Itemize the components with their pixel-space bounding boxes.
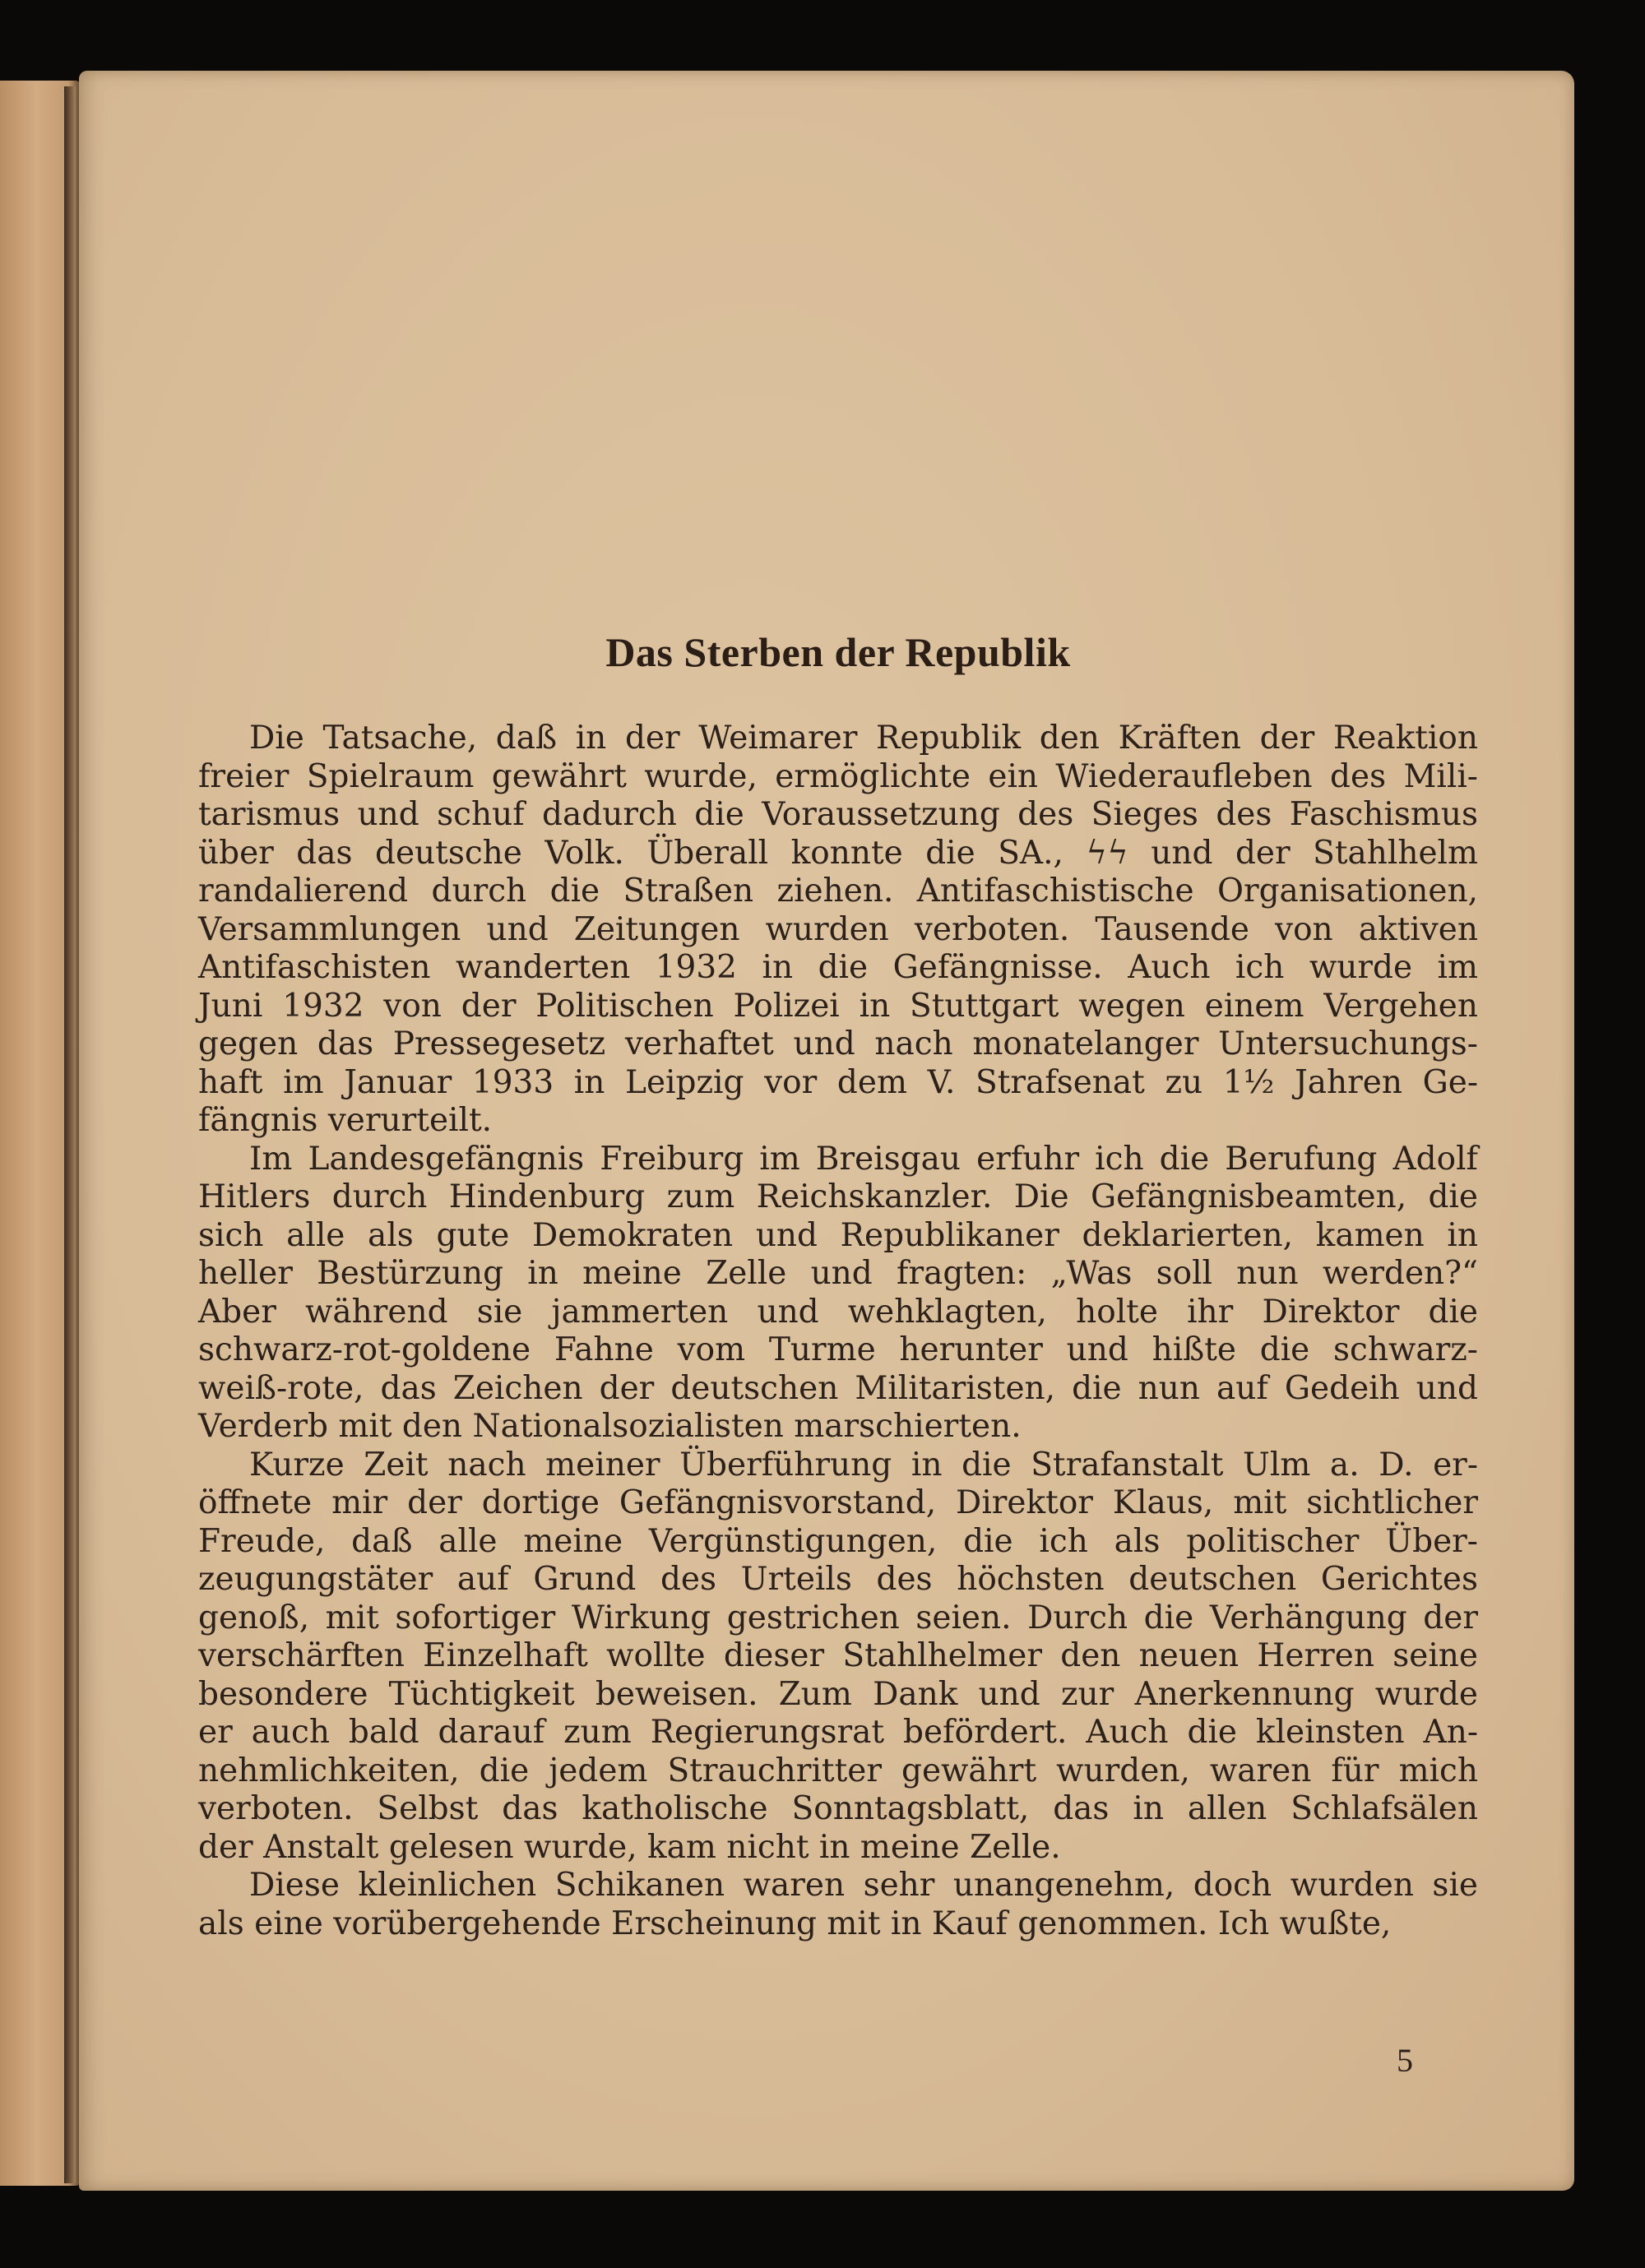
text-line: weiß-rote, das Zeichen der deutschen Militaristen, die nun auf Gedeih und bbox=[198, 1369, 1478, 1407]
text-line: fängnis verurteilt. bbox=[198, 1102, 493, 1139]
text-line: Die Tatsache, daß in der Weimarer Republik den Kräften der Reaktion bbox=[249, 720, 1478, 757]
text-line: Kurze Zeit nach meiner Überführung in die Strafanstalt Ulm a. D. er- bbox=[249, 1446, 1478, 1483]
book-gutter bbox=[64, 86, 76, 2183]
text-line: öffnete mir der dortige Gefängnisvorstand, Direktor Klaus, mit sichtlicher bbox=[198, 1484, 1478, 1521]
text-line: nehmlichkeiten, die jedem Strauchritter gewährt wurden, waren für mich bbox=[198, 1752, 1478, 1789]
text-line: Freude, daß alle meine Vergünstigungen, die ich als politischer Über- bbox=[198, 1522, 1478, 1560]
text-line: haft im Januar 1933 in Leipzig vor dem V. Strafsenat zu 1½ Jahren Ge- bbox=[198, 1063, 1478, 1101]
paragraph bbox=[198, 1141, 1478, 1446]
page-number: 5 bbox=[1397, 2042, 1413, 2079]
book-page bbox=[79, 71, 1574, 2191]
text-line: verboten. Selbst das katholische Sonntagsblatt, das in allen Schlafsälen bbox=[198, 1790, 1478, 1827]
text-line: Diese kleinlichen Schikanen waren sehr unangenehm, doch wurden sie bbox=[249, 1867, 1478, 1904]
text-line: der Anstalt gelesen wurde, kam nicht in meine Zelle. bbox=[198, 1828, 1061, 1866]
text-line: tarismus und schuf dadurch die Voraussetzung des Sieges des Faschismus bbox=[198, 796, 1478, 833]
text-line: Antifaschisten wanderten 1932 in die Gefängnisse. Auch ich wurde im bbox=[198, 949, 1478, 986]
chapter-title: Das Sterben der Republik bbox=[605, 629, 1071, 675]
text-line: Hitlers durch Hindenburg zum Reichskanzler. Die Gefängnisbeamten, die bbox=[198, 1178, 1478, 1215]
text-line: Juni 1932 von der Politischen Polizei in Stuttgart wegen einem Vergehen bbox=[198, 987, 1478, 1025]
text-line: heller Bestürzung in meine Zelle und fragten: „Was soll nun werden?“ bbox=[198, 1255, 1478, 1292]
text-line: Verderb mit den Nationalsozialisten marschierten. bbox=[198, 1408, 1022, 1445]
text-line: Im Landesgefängnis Freiburg im Breisgau erfuhr ich die Berufung Adolf bbox=[249, 1140, 1478, 1178]
text-line: er auch bald darauf zum Regierungsrat befördert. Auch die kleinsten An- bbox=[198, 1714, 1478, 1751]
text-line: über das deutsche Volk. Überall konnte die SA., ϟϟ und der Stahlhelm bbox=[198, 834, 1478, 872]
text-line: Versammlungen und Zeitungen wurden verboten. Tausende von aktiven bbox=[198, 910, 1478, 948]
text-line: schwarz-rot-goldene Fahne vom Turme herunter und hißte die schwarz- bbox=[198, 1331, 1478, 1368]
text-line: zeugungstäter auf Grund des Urteils des höchsten deutschen Gerichtes bbox=[198, 1561, 1478, 1598]
text-line: gegen das Pressegesetz verhaftet und nach monatelanger Untersuchungs- bbox=[198, 1025, 1478, 1062]
text-line: verschärften Einzelhaft wollte dieser Stahlhelmer den neuen Herren seine bbox=[198, 1637, 1478, 1674]
text-block bbox=[198, 627, 1478, 1943]
text-line: genoß, mit sofortiger Wirkung gestrichen seien. Durch die Verhängung der bbox=[198, 1599, 1478, 1636]
paragraph bbox=[198, 1867, 1478, 1943]
text-line: freier Spielraum gewährt wurde, ermöglichte ein Wiederaufleben des Mili- bbox=[198, 757, 1478, 795]
paragraph bbox=[198, 1446, 1478, 1868]
text-line: sich alle als gute Demokraten und Republikaner deklarierten, kamen in bbox=[198, 1216, 1478, 1254]
body-text bbox=[198, 720, 1478, 1943]
text-line: Aber während sie jammerten und wehklagten, holte ihr Direktor die bbox=[198, 1293, 1478, 1331]
paragraph bbox=[198, 720, 1478, 1141]
text-line: randalierend durch die Straßen ziehen. Antifaschistische Organisationen, bbox=[198, 872, 1478, 910]
text-line: besondere Tüchtigkeit beweisen. Zum Dank und zur Anerkennung wurde bbox=[198, 1675, 1478, 1713]
text-line: als eine vorübergehende Erscheinung mit in Kauf genommen. Ich wußte, bbox=[198, 1905, 1392, 1942]
